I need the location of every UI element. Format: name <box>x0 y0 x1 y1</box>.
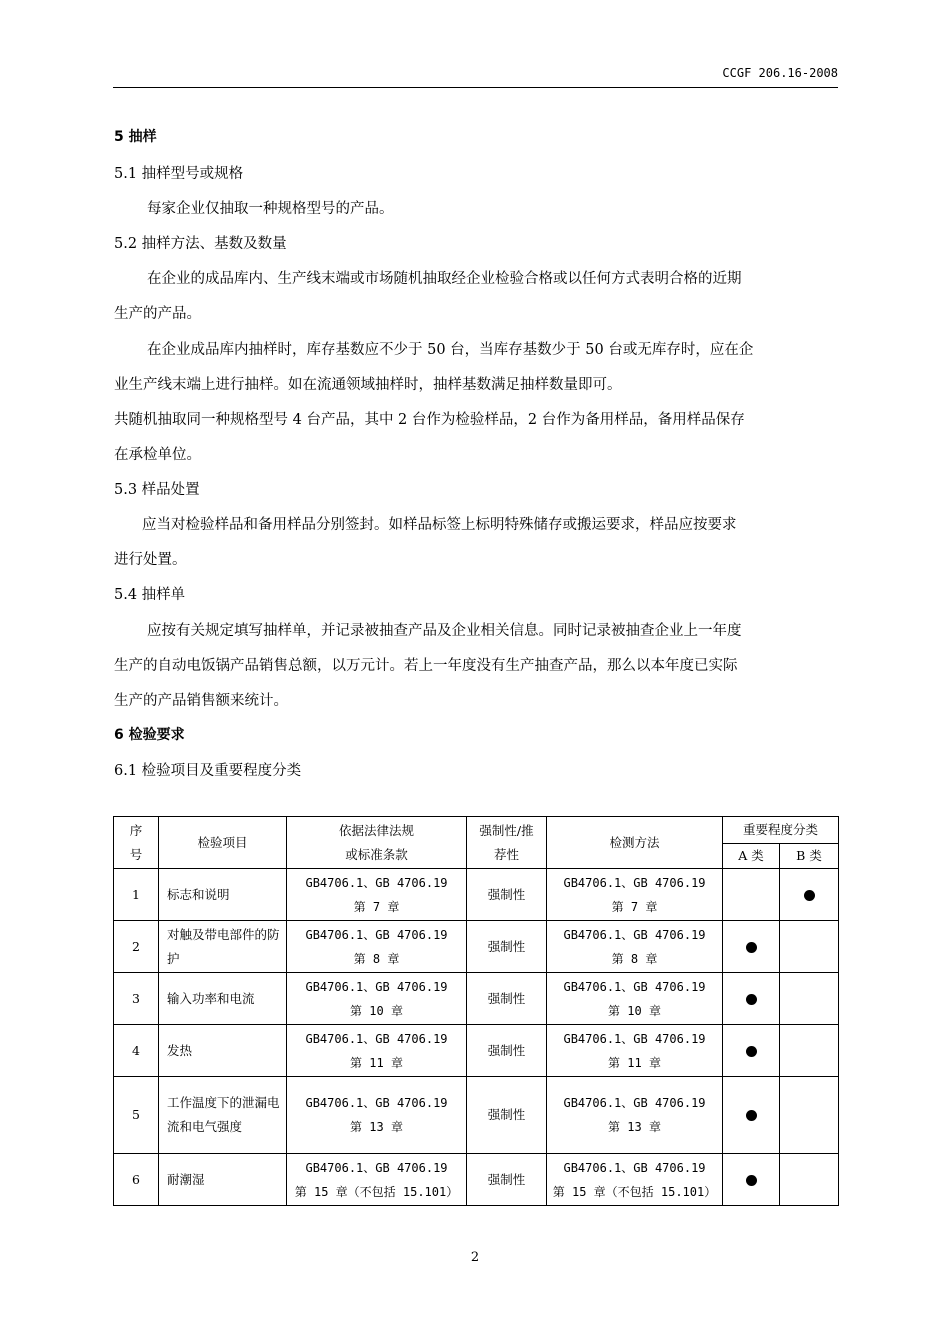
row-basis-line: GB4706.1、GB 4706.19 <box>305 927 448 942</box>
bullet-marker-icon <box>804 890 815 901</box>
header-mandatory <box>467 817 547 869</box>
row-method <box>547 1077 723 1154</box>
row-basis <box>287 921 467 973</box>
table-row <box>114 1025 839 1077</box>
section-5-2-paragraph: 生产的产品。 <box>114 306 201 322</box>
header-seq <box>114 817 159 869</box>
bullet-marker-icon <box>746 1046 757 1057</box>
row-class-b-cell <box>780 1025 839 1077</box>
section-5-4-paragraph: 生产的产品销售额来统计。 <box>114 693 288 709</box>
row-item: 输入功率和电流 <box>159 973 287 1025</box>
row-basis <box>287 1025 467 1077</box>
header-class-a: A 类 <box>723 844 780 869</box>
bullet-marker-icon <box>746 1175 757 1186</box>
row-item: 工作温度下的泄漏电流和电气强度 <box>159 1077 287 1154</box>
header-item: 检验项目 <box>159 817 287 869</box>
row-method-line: 第 10 章 <box>608 1003 661 1018</box>
section-6-heading: 6 检验要求 <box>114 727 185 743</box>
row-number: 4 <box>114 1025 159 1077</box>
row-basis-line: 第 13 章 <box>350 1120 403 1134</box>
row-basis-line: GB4706.1、GB 4706.19 <box>305 1096 448 1110</box>
row-item: 对触及带电部件的防护 <box>159 921 287 973</box>
header-mandatory-line: 荐性 <box>493 846 519 862</box>
header-basis-line: 或标准条款 <box>345 846 408 862</box>
page-number: 2 <box>470 1250 480 1265</box>
row-number: 2 <box>114 921 159 973</box>
row-mandatory: 强制性 <box>467 973 547 1025</box>
row-class-b-cell <box>780 869 839 921</box>
section-5-1-text: 每家企业仅抽取一种规格型号的产品。 <box>147 201 394 217</box>
row-mandatory: 强制性 <box>467 1077 547 1154</box>
row-method <box>547 921 723 973</box>
row-method-line: 第 8 章 <box>611 951 658 966</box>
row-method-line: GB4706.1、GB 4706.19 <box>563 875 706 890</box>
bullet-marker-icon <box>746 942 757 953</box>
row-basis-line: GB4706.1、GB 4706.19 <box>305 1031 448 1046</box>
row-method <box>547 973 723 1025</box>
row-mandatory: 强制性 <box>467 1154 547 1206</box>
row-mandatory: 强制性 <box>467 921 547 973</box>
row-mandatory: 强制性 <box>467 1025 547 1077</box>
section-5-3-title: 5.3 样品处置 <box>114 482 200 498</box>
section-5-3-paragraph: 进行处置。 <box>114 552 187 568</box>
row-class-a-cell <box>723 921 780 973</box>
section-5-heading: 5 抽样 <box>114 129 157 145</box>
row-basis-line: 第 10 章 <box>350 1003 403 1018</box>
header-class-b: B 类 <box>780 844 839 869</box>
row-number: 6 <box>114 1154 159 1206</box>
header-basis <box>287 817 467 869</box>
table-row <box>114 921 839 973</box>
section-5-2-title: 5.2 抽样方法、基数及数量 <box>114 236 287 252</box>
row-method-line: 第 15 章（不包括 15.101） <box>552 1184 717 1199</box>
row-basis <box>287 973 467 1025</box>
row-method <box>547 1154 723 1206</box>
row-class-a-cell <box>723 973 780 1025</box>
row-basis-line: GB4706.1、GB 4706.19 <box>305 875 448 890</box>
header-mandatory-line: 强制性/推 <box>479 822 534 838</box>
row-number: 5 <box>114 1077 159 1154</box>
row-class-a-cell <box>723 1154 780 1206</box>
section-5-2-paragraph: 在企业成品库内抽样时，库存基数应不少于 50 台，当库存基数少于 50 台或无库存时，应在企 <box>147 342 754 358</box>
row-class-a-cell <box>723 1025 780 1077</box>
row-number: 3 <box>114 973 159 1025</box>
row-method <box>547 1025 723 1077</box>
row-method-line: GB4706.1、GB 4706.19 <box>563 927 706 942</box>
document-code: CCGF 206.16-2008 <box>722 66 838 80</box>
row-method-line: GB4706.1、GB 4706.19 <box>563 979 706 994</box>
row-number: 1 <box>114 869 159 921</box>
row-method-line: GB4706.1、GB 4706.19 <box>563 1031 706 1046</box>
row-class-a-cell <box>723 869 780 921</box>
row-mandatory: 强制性 <box>467 869 547 921</box>
header-seq-line: 序 <box>129 822 143 838</box>
section-5-1-title: 5.1 抽样型号或规格 <box>114 166 244 182</box>
row-class-a-cell <box>723 1077 780 1154</box>
row-item: 发热 <box>159 1025 287 1077</box>
row-basis-line: GB4706.1、GB 4706.19 <box>305 979 448 994</box>
row-basis <box>287 1077 467 1154</box>
section-5-2-paragraph: 在承检单位。 <box>114 447 201 463</box>
header-method: 检测方法 <box>547 817 723 869</box>
section-5-2-paragraph: 共随机抽取同一种规格型号 4 台产品，其中 2 台作为检验样品，2 台作为备用样品，备用样品保存 <box>114 412 745 428</box>
table-row <box>114 1154 839 1206</box>
table-row <box>114 1077 839 1154</box>
row-class-b-cell <box>780 921 839 973</box>
row-method-line: GB4706.1、GB 4706.19 <box>563 1096 706 1110</box>
row-method-line: GB4706.1、GB 4706.19 <box>563 1160 706 1175</box>
header-basis-line: 依据法律法规 <box>338 822 414 838</box>
bullet-marker-icon <box>746 1110 757 1121</box>
row-class-b-cell <box>780 1077 839 1154</box>
header-seq-line: 号 <box>129 846 143 862</box>
row-item: 标志和说明 <box>159 869 287 921</box>
header-importance: 重要程度分类 <box>723 817 839 844</box>
row-basis-line: 第 8 章 <box>353 951 400 966</box>
section-5-3-paragraph: 应当对检验样品和备用样品分别签封。如样品标签上标明特殊储存或搬运要求，样品应按要求 <box>142 517 737 533</box>
section-6-1-title: 6.1 检验项目及重要程度分类 <box>114 763 302 779</box>
section-5-2-paragraph: 业生产线末端上进行抽样。如在流通领域抽样时，抽样基数满足抽样数量即可。 <box>114 377 622 393</box>
row-basis <box>287 869 467 921</box>
row-class-b-cell <box>780 1154 839 1206</box>
row-method-line: 第 13 章 <box>608 1120 661 1134</box>
row-item: 耐潮湿 <box>159 1154 287 1206</box>
table-row <box>114 869 839 921</box>
row-basis-line: 第 15 章（不包括 15.101） <box>294 1184 459 1199</box>
row-method-line: 第 11 章 <box>608 1055 661 1070</box>
row-method <box>547 869 723 921</box>
section-5-2-paragraph: 在企业的成品库内、生产线末端或市场随机抽取经企业检验合格或以任何方式表明合格的近期 <box>147 271 742 287</box>
row-basis-line: 第 7 章 <box>353 899 400 914</box>
bullet-marker-icon <box>746 994 757 1005</box>
header-divider <box>113 87 838 88</box>
section-5-4-paragraph: 应按有关规定填写抽样单，并记录被抽查产品及企业相关信息。同时记录被抽查企业上一年度 <box>147 623 742 639</box>
row-basis-line: 第 11 章 <box>350 1055 403 1070</box>
section-5-4-paragraph: 生产的自动电饭锅产品销售总额，以万元计。若上一年度没有生产抽查产品，那么以本年度已实际 <box>114 658 738 674</box>
row-method-line: 第 7 章 <box>611 899 658 914</box>
row-basis <box>287 1154 467 1206</box>
inspection-items-table <box>113 816 839 1206</box>
row-class-b-cell <box>780 973 839 1025</box>
table-row <box>114 973 839 1025</box>
row-basis-line: GB4706.1、GB 4706.19 <box>305 1160 448 1175</box>
section-5-4-title: 5.4 抽样单 <box>114 587 186 603</box>
